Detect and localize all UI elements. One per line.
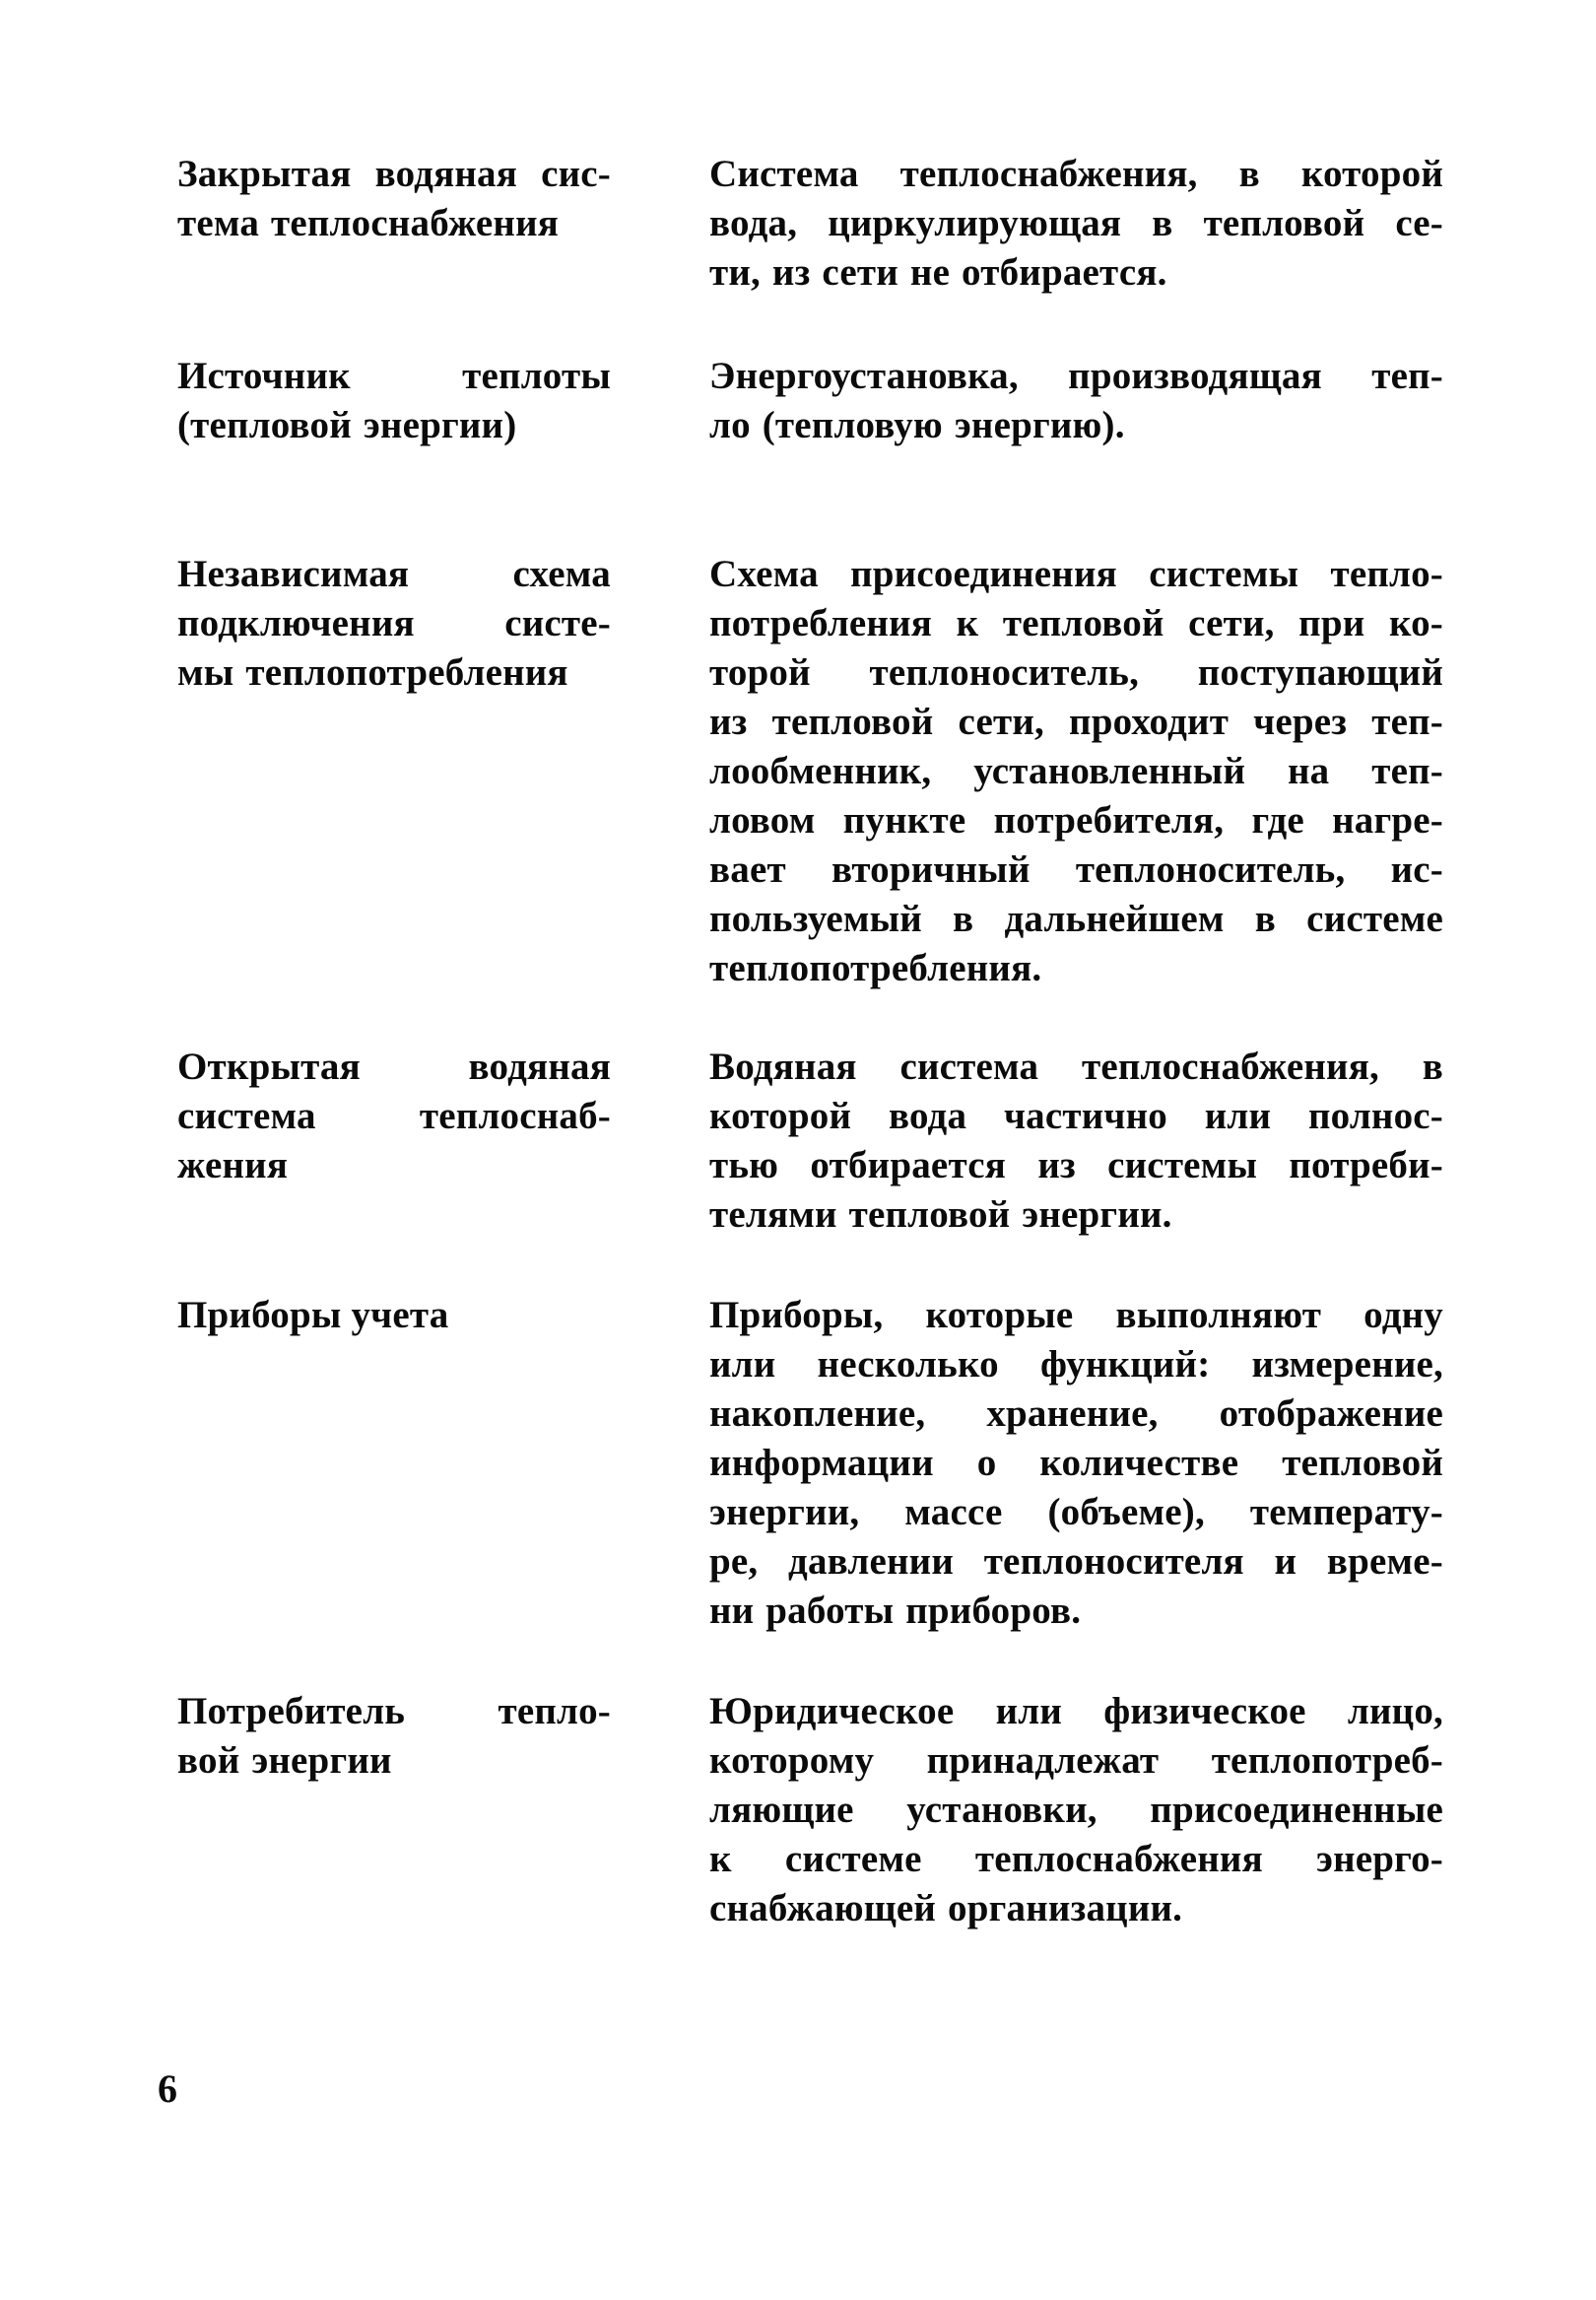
definition-line: вает вторичный теплоноситель, ис- xyxy=(709,848,1443,891)
definition-line: Система теплоснабжения, в которой xyxy=(709,153,1443,195)
glossary-definition xyxy=(709,550,1443,993)
term-line: Приборы учета xyxy=(177,1294,449,1336)
glossary-definition xyxy=(709,1291,1443,1636)
definition-line: теплопотребления. xyxy=(709,947,1042,989)
definition-line: которой вода частично или полнос- xyxy=(709,1095,1443,1137)
definition-line: Водяная система теплоснабжения, в xyxy=(709,1046,1443,1088)
term-line: подключения систе- xyxy=(177,602,611,644)
definition-line: Приборы, которые выполняют одну xyxy=(709,1294,1443,1336)
term-line: жения xyxy=(177,1144,289,1186)
definition-line: или несколько функций: измерение, xyxy=(709,1343,1443,1386)
glossary-definition xyxy=(709,1687,1443,1933)
term-line: мы теплопотребления xyxy=(177,651,568,694)
term-line: система теплоснаб- xyxy=(177,1095,611,1137)
definition-line: торой теплоноситель, поступающий xyxy=(709,651,1443,694)
term-line: Потребитель тепло- xyxy=(177,1690,611,1732)
definition-line: к системе теплоснабжения энерго- xyxy=(709,1838,1443,1880)
glossary-term xyxy=(177,1687,611,1786)
definition-line: телями тепловой энергии. xyxy=(709,1193,1172,1236)
definition-line: Юридическое или физическое лицо, xyxy=(709,1690,1443,1732)
glossary-term xyxy=(177,1043,611,1190)
glossary-definition xyxy=(709,352,1443,450)
glossary-term xyxy=(177,1291,611,1340)
definition-line: накопление, хранение, отображение xyxy=(709,1392,1443,1435)
term-line: Независимая схема xyxy=(177,553,611,595)
page-number: 6 xyxy=(158,2066,177,2111)
term-line: (тепловой энергии) xyxy=(177,404,517,446)
definition-line: тью отбирается из системы потреби- xyxy=(709,1144,1443,1186)
term-line: Открытая водяная xyxy=(177,1046,611,1088)
term-line: тема теплоснабжения xyxy=(177,202,560,244)
definition-line: из тепловой сети, проходит через теп- xyxy=(709,701,1443,743)
definition-line: лообменник, установленный на теп- xyxy=(709,750,1443,792)
glossary-definition xyxy=(709,1043,1443,1240)
definition-line: Энергоустановка, производящая теп- xyxy=(709,355,1443,397)
definition-line: ловом пункте потребителя, где нагре- xyxy=(709,799,1443,842)
term-line: Закрытая водяная сис- xyxy=(177,153,611,195)
definition-line: которому принадлежат теплопотреб- xyxy=(709,1739,1443,1782)
definition-line: ре, давлении теплоносителя и време- xyxy=(709,1540,1443,1583)
definition-line: снабжающей организации. xyxy=(709,1887,1183,1929)
definition-line: ло (тепловую энергию). xyxy=(709,404,1125,446)
definition-line: ни работы приборов. xyxy=(709,1590,1082,1632)
glossary-term xyxy=(177,150,611,248)
definition-line: информации о количестве тепловой xyxy=(709,1442,1443,1484)
definition-line: Схема присоединения системы тепло- xyxy=(709,553,1443,595)
term-line: Источник теплоты xyxy=(177,355,611,397)
definition-line: пользуемый в дальнейшем в системе xyxy=(709,898,1443,940)
glossary-term xyxy=(177,352,611,450)
glossary-definition xyxy=(709,150,1443,298)
definition-line: ляющие установки, присоединенные xyxy=(709,1789,1443,1831)
term-line: вой энергии xyxy=(177,1739,392,1782)
glossary-term xyxy=(177,550,611,698)
definition-line: потребления к тепловой сети, при ко- xyxy=(709,602,1443,644)
definition-line: энергии, массе (объеме), температу- xyxy=(709,1491,1443,1533)
definition-line: ти, из сети не отбирается. xyxy=(709,251,1167,294)
definition-line: вода, циркулирующая в тепловой се- xyxy=(709,202,1443,244)
